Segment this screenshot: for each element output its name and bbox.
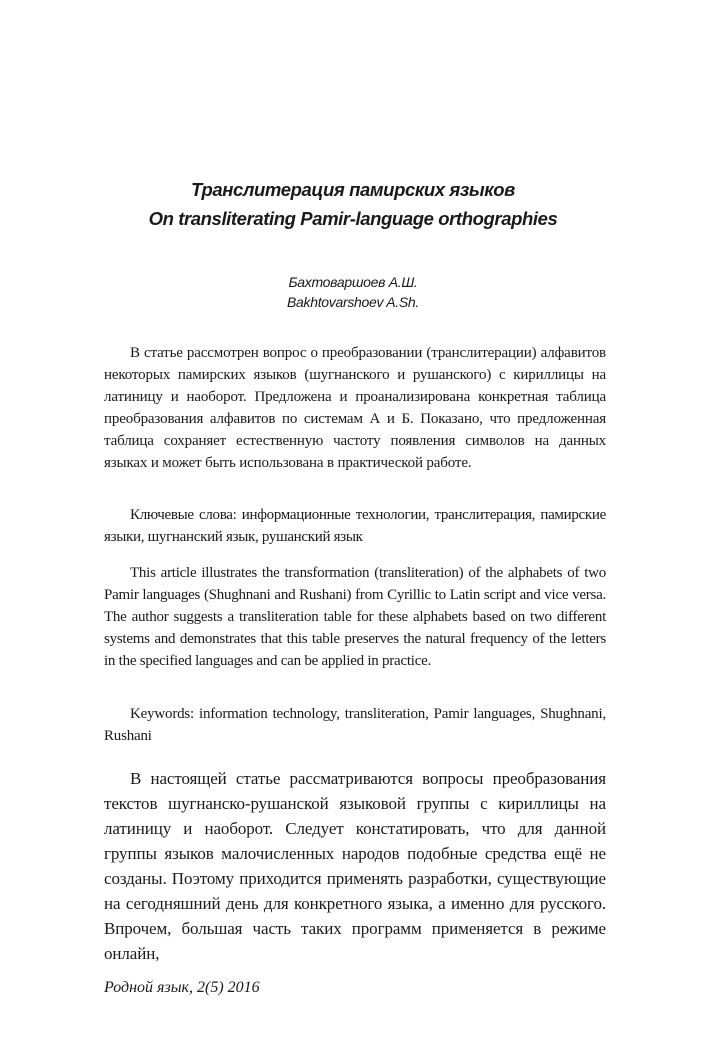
author-block	[0, 272, 706, 312]
abstract-russian-text: В статье рассмотрен вопрос о преобразовании (транслитерации) алфавитов некоторых памирских языков (шугнанского и рушанского) с кириллицы на латиницу и наоборот. Предложена и проанализирована конкретная таблица преобразования алфавитов по системам А и Б. Показано, что предложенная таблица сохраняет естественную частоту появления символов на данных языках и может быть использована в практической работе.	[104, 345, 606, 471]
abstract-english	[104, 562, 606, 672]
abstract-russian	[104, 342, 606, 474]
journal-footer: Родной язык, 2(5) 2016	[104, 979, 260, 996]
article-body	[104, 766, 606, 966]
article-title-english: On transliterating Pamir-language orthographies	[148, 208, 558, 229]
article-title-block	[0, 178, 706, 231]
keywords-english-text: Keywords: information technology, transliteration, Pamir languages, Shughnani, Rushani	[104, 706, 606, 744]
keywords-russian	[104, 504, 606, 548]
body-paragraph: В настоящей статье рассматриваются вопросы преобразования текстов шугнанско-рушанской языковой группы с кириллицы на латиницу и наоборот. Следует констатировать, что для данной группы языков малочисленных народов подобные средства ещё не созданы. Поэтому приходится применять разработки, существующие на сегодняшний день для конкретного языка, а именно для русского. Впрочем, большая часть таких программ применяется в режиме онлайн,	[104, 769, 606, 963]
keywords-english	[104, 703, 606, 747]
author-name-english: Bakhtovarshoev A.Sh.	[286, 294, 419, 310]
article-title-russian: Транслитерация памирских языков	[191, 179, 515, 200]
keywords-russian-text: Ключевые слова: информационные технологии, транслитерация, памирские языки, шугнанский язык, рушанский язык	[104, 507, 606, 545]
abstract-english-text: This article illustrates the transformation (transliteration) of the alphabets of two Pamir languages (Shughnani and Rushani) from Cyrillic to Latin script and vice versa. The author suggests a transliteration table for these alphabets based on two different systems and demonstrates that this table preserves the natural frequency of the letters in the specified languages and can be applied in practice.	[104, 565, 606, 669]
author-name-russian: Бахтоваршоев А.Ш.	[288, 274, 418, 290]
